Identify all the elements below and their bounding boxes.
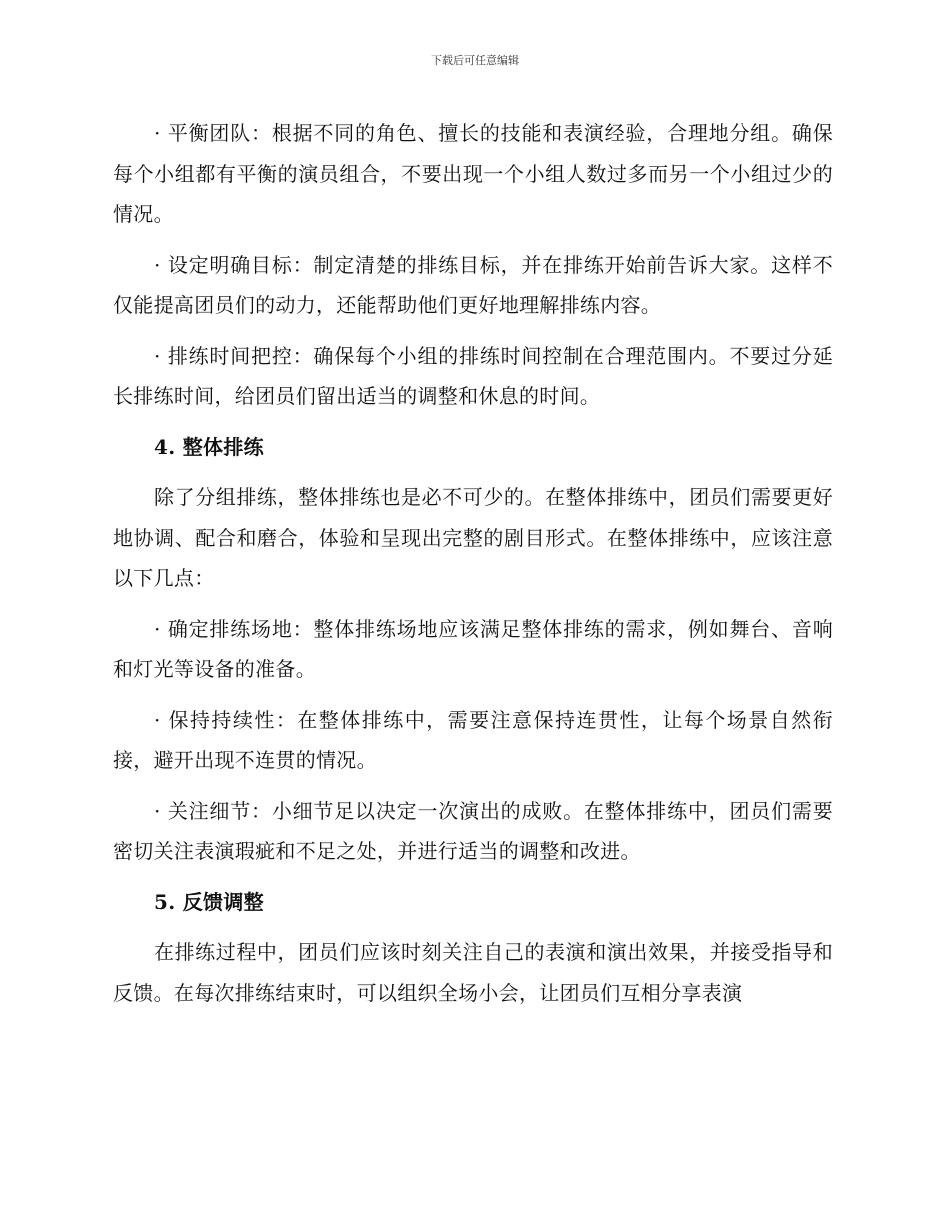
bullet-balance-team: · 平衡团队：根据不同的角色、擅长的技能和表演经验，合理地分组。确保每个小组都有平衡的演员组合，不要出现一个小组人数过多而另一个小组过少的情况。 bbox=[113, 121, 833, 226]
bullet-time-control: · 排练时间把控：确保每个小组的排练时间控制在合理范围内。不要过分延长排练时间，给团员们留出适当的调整和休息的时间。 bbox=[113, 343, 833, 408]
bullet-venue: · 确定排练场地：整体排练场地应该满足整体排练的需求，例如舞台、音响和灯光等设备的准备。 bbox=[113, 616, 833, 681]
bullet-details: · 关注细节：小细节足以决定一次演出的成败。在整体排练中，团员们需要密切关注表演瑕疵和不足之处，并进行适当的调整和改进。 bbox=[113, 798, 833, 863]
document-body bbox=[113, 113, 833, 1023]
paragraph-overall-rehearsal: 除了分组排练，整体排练也是必不可少的。在整体排练中，团员们需要更好地协调、配合和磨合，体验和呈现出完整的剧目形式。在整体排练中，应该注意以下几点： bbox=[113, 485, 833, 590]
section-heading-5: 5. 反馈调整 bbox=[154, 889, 264, 914]
paragraph-feedback: 在排练过程中，团员们应该时刻关注自己的表演和演出效果，并接受指导和反馈。在每次排练结束时，可以组织全场小会，让团员们互相分享表演 bbox=[113, 940, 833, 1005]
bullet-continuity: · 保持持续性：在整体排练中，需要注意保持连贯性，让每个场景自然衔接，避开出现不连贯的情况。 bbox=[113, 707, 833, 772]
section-heading-4: 4. 整体排练 bbox=[154, 434, 264, 459]
page-header-note: 下载后可任意编辑 bbox=[431, 54, 519, 67]
bullet-set-goals: · 设定明确目标：制定清楚的排练目标，并在排练开始前告诉大家。这样不仅能提高团员们的动力，还能帮助他们更好地理解排练内容。 bbox=[113, 252, 833, 317]
